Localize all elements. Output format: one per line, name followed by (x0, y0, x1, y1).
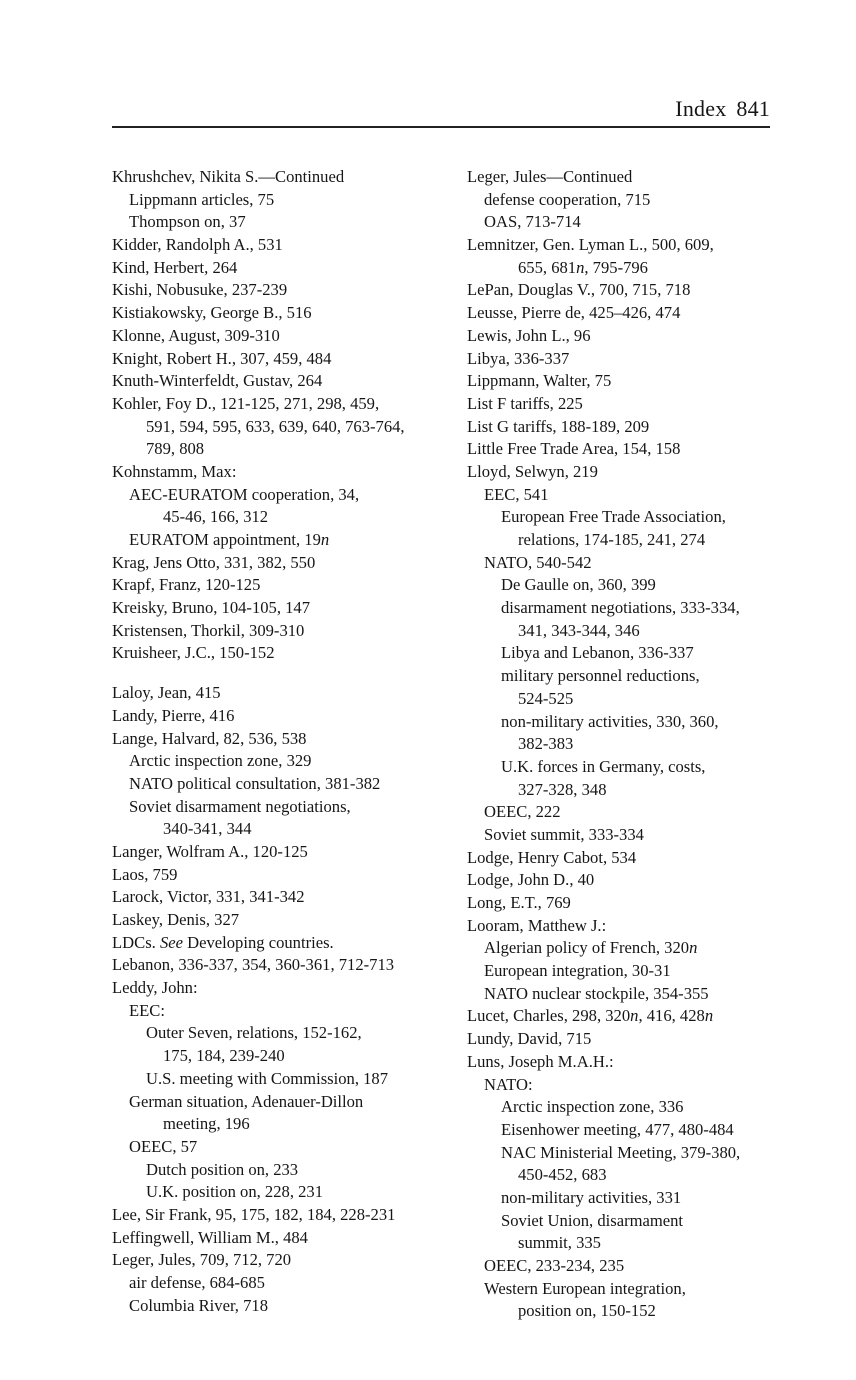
index-subentry: Algerian policy of French, 320n (484, 938, 698, 958)
index-subentry: NATO: (484, 1074, 533, 1094)
index-entry: Knuth-Winterfeldt, Gustav, 264 (112, 371, 323, 391)
index-entry: Lodge, Henry Cabot, 534 (467, 847, 637, 867)
index-entry: Kohler, Foy D., 121-125, 271, 298, 459, (112, 393, 380, 413)
index-subentry: NATO nuclear stockpile, 354-355 (484, 983, 709, 1003)
index-entry: LePan, Douglas V., 700, 715, 718 (467, 280, 691, 300)
index-subentry: non-military activities, 330, 360, (501, 711, 719, 731)
index-subentry: disarmament negotiations, 333-334, (501, 598, 740, 618)
index-column-left (112, 166, 472, 1317)
index-subentry: Arctic inspection zone, 336 (501, 1097, 684, 1117)
index-entry: Lewis, John L., 96 (467, 325, 591, 345)
index-entry: Leddy, John: (112, 978, 198, 998)
index-entry: Langer, Wolfram A., 120-125 (112, 841, 308, 861)
index-subentry: De Gaulle on, 360, 399 (501, 575, 656, 595)
index-subentry: European Free Trade Association, (501, 507, 726, 527)
index-entry: Libya, 336-337 (467, 348, 570, 368)
index-entry: Leffingwell, William M., 484 (112, 1227, 308, 1247)
index-entry: Kruisheer, J.C., 150-152 (112, 643, 275, 663)
index-subentry: 45-46, 166, 312 (163, 507, 269, 527)
index-entry: Kishi, Nobusuke, 237-239 (112, 280, 288, 300)
index-subentry: NATO political consultation, 381-382 (129, 773, 381, 793)
index-subentry: Lippmann articles, 75 (129, 189, 275, 209)
index-entry: Khrushchev, Nikita S.—Continued (112, 167, 345, 186)
index-subentry: 327-328, 348 (518, 779, 607, 799)
index-entry: Knight, Robert H., 307, 459, 484 (112, 348, 332, 368)
index-subentry: Thompson on, 37 (129, 212, 246, 232)
index-entry: Lundy, David, 715 (467, 1029, 592, 1049)
index-entry: Long, E.T., 769 (467, 893, 571, 912)
index-subentry: EEC, 541 (484, 484, 549, 504)
index-subentry: 591, 594, 595, 633, 639, 640, 763-764, (146, 416, 405, 436)
index-entry: List G tariffs, 188-189, 209 (467, 416, 650, 436)
header-title: Index (675, 96, 727, 121)
index-entry: List F tariffs, 225 (467, 393, 583, 413)
index-subentry: EURATOM appointment, 19n (129, 530, 330, 549)
index-subentry: NATO, 540-542 (484, 552, 592, 572)
index-subentry: OEEC, 222 (484, 802, 561, 822)
index-entry: Kind, Herbert, 264 (112, 257, 238, 277)
index-subentry: German situation, Adenauer-Dillon (129, 1091, 364, 1111)
index-entry: Lippmann, Walter, 75 (467, 371, 612, 391)
index-entry: Klonne, August, 309-310 (112, 325, 280, 345)
index-entry: Kristensen, Thorkil, 309-310 (112, 620, 305, 640)
index-subentry: Dutch position on, 233 (146, 1159, 299, 1179)
index-subentry: OEEC, 57 (129, 1136, 198, 1156)
index-subentry: non-military activities, 331 (501, 1187, 682, 1207)
index-subentry: 340-341, 344 (163, 819, 252, 839)
index-subentry: 382-383 (518, 734, 574, 754)
index-subentry: U.S. meeting with Commission, 187 (146, 1068, 389, 1088)
index-entry: Kidder, Randolph A., 531 (112, 235, 283, 255)
index-subentry: 524-525 (518, 688, 574, 708)
index-entry: Lee, Sir Frank, 95, 175, 182, 184, 228-231 (112, 1204, 396, 1224)
index-entry: Kistiakowsky, George B., 516 (112, 303, 312, 323)
index-subentry: 175, 184, 239-240 (163, 1046, 285, 1066)
index-entry: Luns, Joseph M.A.H.: (467, 1051, 614, 1071)
index-subentry: 341, 343-344, 346 (518, 620, 640, 640)
index-subentry: EEC: (129, 1000, 165, 1020)
index-subentry: defense cooperation, 715 (484, 189, 651, 209)
index-entry: Little Free Trade Area, 154, 158 (467, 439, 681, 459)
index-column-right (467, 166, 777, 1323)
index-entry: Kreisky, Bruno, 104-105, 147 (112, 598, 311, 618)
index-subentry: Soviet disarmament negotiations, (129, 796, 351, 816)
index-subentry: Outer Seven, relations, 152-162, (146, 1023, 362, 1043)
index-subentry: European integration, 30-31 (484, 961, 671, 981)
index-subentry: Arctic inspection zone, 329 (129, 751, 312, 771)
index-entry: Laskey, Denis, 327 (112, 910, 240, 929)
index-subentry: Columbia River, 718 (129, 1295, 268, 1315)
index-subentry: meeting, 196 (163, 1114, 250, 1134)
index-entry: Laos, 759 (112, 864, 178, 884)
index-subentry: position on, 150-152 (518, 1301, 656, 1321)
section-gap (112, 665, 472, 682)
index-subentry: 450-452, 683 (518, 1165, 607, 1185)
index-subentry: Libya and Lebanon, 336-337 (501, 643, 694, 663)
index-subentry: air defense, 684-685 (129, 1273, 265, 1292)
index-entry: Kohnstamm, Max: (112, 461, 237, 481)
index-subentry: summit, 335 (518, 1233, 601, 1253)
index-entry: Landy, Pierre, 416 (112, 705, 235, 725)
index-entry: Krag, Jens Otto, 331, 382, 550 (112, 552, 316, 572)
index-entry: Lloyd, Selwyn, 219 (467, 461, 598, 481)
running-header (112, 92, 770, 128)
index-entry: Larock, Victor, 331, 341-342 (112, 887, 305, 907)
index-entry: Lemnitzer, Gen. Lyman L., 500, 609, (467, 235, 714, 255)
index-entry: Leger, Jules—Continued (467, 167, 633, 186)
index-entry: Krapf, Franz, 120-125 (112, 575, 261, 595)
index-subentry: Soviet Union, disarmament (501, 1210, 684, 1230)
index-subentry: 655, 681n, 795-796 (518, 257, 648, 277)
index-entry: Leger, Jules, 709, 712, 720 (112, 1250, 292, 1270)
index-entry: Lucet, Charles, 298, 320n, 416, 428n (467, 1006, 714, 1026)
index-entry: Laloy, Jean, 415 (112, 683, 221, 703)
page-number: 841 (736, 96, 770, 121)
index-subentry: relations, 174-185, 241, 274 (518, 530, 706, 549)
index-entry: LDCs. See Developing countries. (112, 932, 334, 952)
index-subentry: U.K. forces in Germany, costs, (501, 756, 706, 776)
index-entry: Lodge, John D., 40 (467, 870, 595, 890)
index-subentry: Western European integration, (484, 1278, 686, 1298)
index-entry: Leusse, Pierre de, 425–426, 474 (467, 303, 681, 323)
index-subentry: Soviet summit, 333-334 (484, 824, 644, 844)
index-subentry: OAS, 713-714 (484, 212, 581, 232)
index-subentry: OEEC, 233-234, 235 (484, 1256, 625, 1275)
header-text (675, 96, 770, 122)
index-subentry: military personnel reductions, (501, 666, 700, 686)
index-subentry: NAC Ministerial Meeting, 379-380, (501, 1142, 741, 1162)
index-subentry: AEC-EURATOM cooperation, 34, (129, 484, 360, 504)
index-subentry: U.K. position on, 228, 231 (146, 1182, 324, 1202)
index-entry: Lebanon, 336-337, 354, 360-361, 712-713 (112, 955, 395, 975)
index-subentry: 789, 808 (146, 439, 205, 459)
index-subentry: Eisenhower meeting, 477, 480-484 (501, 1119, 734, 1139)
index-entry: Looram, Matthew J.: (467, 915, 607, 935)
index-entry: Lange, Halvard, 82, 536, 538 (112, 728, 307, 748)
